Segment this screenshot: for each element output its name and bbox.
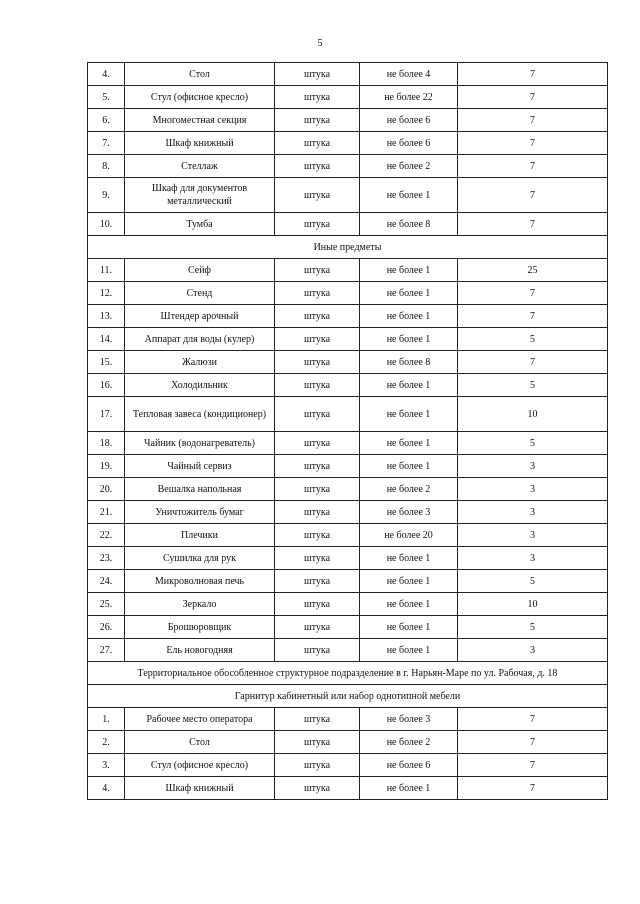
item-name: Многоместная секция bbox=[125, 109, 275, 132]
item-quantity: не более 3 bbox=[360, 708, 458, 731]
section-title: Территориальное обособленное структурное подразделение в г. Нарьян-Маре по ул. Рабочая, д. 18 bbox=[88, 662, 608, 685]
item-service-life: 7 bbox=[458, 708, 608, 731]
section-header-row bbox=[88, 236, 608, 259]
item-service-life: 7 bbox=[458, 351, 608, 374]
item-service-life: 7 bbox=[458, 86, 608, 109]
item-service-life: 5 bbox=[458, 432, 608, 455]
item-number: 1. bbox=[88, 708, 125, 731]
table-row bbox=[88, 259, 608, 282]
item-unit: штука bbox=[275, 731, 360, 754]
item-quantity: не более 1 bbox=[360, 616, 458, 639]
item-number: 24. bbox=[88, 570, 125, 593]
item-name: Сейф bbox=[125, 259, 275, 282]
item-service-life: 7 bbox=[458, 731, 608, 754]
item-unit: штука bbox=[275, 570, 360, 593]
item-number: 27. bbox=[88, 639, 125, 662]
item-quantity: не более 22 bbox=[360, 86, 458, 109]
section-header-row bbox=[88, 662, 608, 685]
item-number: 2. bbox=[88, 731, 125, 754]
item-unit: штука bbox=[275, 282, 360, 305]
item-quantity: не более 8 bbox=[360, 351, 458, 374]
table-row bbox=[88, 86, 608, 109]
item-name: Шкаф книжный bbox=[125, 132, 275, 155]
table-row bbox=[88, 777, 608, 800]
item-quantity: не более 4 bbox=[360, 63, 458, 86]
item-unit: штука bbox=[275, 213, 360, 236]
item-name: Ель новогодняя bbox=[125, 639, 275, 662]
item-quantity: не более 6 bbox=[360, 109, 458, 132]
item-number: 12. bbox=[88, 282, 125, 305]
item-unit: штука bbox=[275, 351, 360, 374]
item-service-life: 3 bbox=[458, 639, 608, 662]
item-name: Тепловая завеса (кондиционер) bbox=[125, 397, 275, 432]
table-row bbox=[88, 63, 608, 86]
item-name: Тумба bbox=[125, 213, 275, 236]
item-name: Плечики bbox=[125, 524, 275, 547]
item-name: Зеркало bbox=[125, 593, 275, 616]
item-quantity: не более 2 bbox=[360, 478, 458, 501]
item-number: 13. bbox=[88, 305, 125, 328]
item-quantity: не более 1 bbox=[360, 777, 458, 800]
item-number: 23. bbox=[88, 547, 125, 570]
item-service-life: 5 bbox=[458, 374, 608, 397]
item-number: 14. bbox=[88, 328, 125, 351]
item-name: Шкаф книжный bbox=[125, 777, 275, 800]
item-service-life: 10 bbox=[458, 397, 608, 432]
table-row bbox=[88, 708, 608, 731]
item-service-life: 10 bbox=[458, 593, 608, 616]
item-service-life: 5 bbox=[458, 570, 608, 593]
item-name: Стенд bbox=[125, 282, 275, 305]
table-row bbox=[88, 132, 608, 155]
item-unit: штука bbox=[275, 397, 360, 432]
item-name: Микроволновая печь bbox=[125, 570, 275, 593]
item-quantity: не более 1 bbox=[360, 282, 458, 305]
item-name: Аппарат для воды (кулер) bbox=[125, 328, 275, 351]
item-unit: штука bbox=[275, 501, 360, 524]
item-quantity: не более 1 bbox=[360, 259, 458, 282]
item-service-life: 7 bbox=[458, 305, 608, 328]
item-service-life: 7 bbox=[458, 155, 608, 178]
item-number: 3. bbox=[88, 754, 125, 777]
item-service-life: 7 bbox=[458, 63, 608, 86]
table-row bbox=[88, 501, 608, 524]
item-quantity: не более 1 bbox=[360, 547, 458, 570]
section-title: Гарнитур кабинетный или набор однотипной мебели bbox=[88, 685, 608, 708]
item-number: 15. bbox=[88, 351, 125, 374]
item-unit: штука bbox=[275, 155, 360, 178]
table-row bbox=[88, 328, 608, 351]
item-name: Стул (офисное кресло) bbox=[125, 86, 275, 109]
item-unit: штука bbox=[275, 432, 360, 455]
item-quantity: не более 1 bbox=[360, 639, 458, 662]
item-quantity: не более 2 bbox=[360, 155, 458, 178]
item-quantity: не более 3 bbox=[360, 501, 458, 524]
table-row bbox=[88, 374, 608, 397]
item-name: Сушилка для рук bbox=[125, 547, 275, 570]
furniture-norms-table bbox=[87, 62, 608, 800]
item-name: Шкаф для документов металлический bbox=[125, 178, 275, 213]
table-row bbox=[88, 305, 608, 328]
item-quantity: не более 1 bbox=[360, 593, 458, 616]
item-quantity: не более 1 bbox=[360, 432, 458, 455]
item-name: Стол bbox=[125, 63, 275, 86]
page-number: 5 bbox=[317, 38, 323, 49]
item-name: Чайник (водонагреватель) bbox=[125, 432, 275, 455]
item-service-life: 25 bbox=[458, 259, 608, 282]
item-unit: штука bbox=[275, 455, 360, 478]
item-service-life: 3 bbox=[458, 478, 608, 501]
table-row bbox=[88, 593, 608, 616]
item-unit: штука bbox=[275, 593, 360, 616]
table-row bbox=[88, 109, 608, 132]
item-number: 25. bbox=[88, 593, 125, 616]
item-number: 21. bbox=[88, 501, 125, 524]
item-number: 11. bbox=[88, 259, 125, 282]
item-number: 7. bbox=[88, 132, 125, 155]
item-quantity: не более 1 bbox=[360, 455, 458, 478]
item-service-life: 7 bbox=[458, 213, 608, 236]
table-row bbox=[88, 754, 608, 777]
item-unit: штука bbox=[275, 639, 360, 662]
item-quantity: не более 1 bbox=[360, 178, 458, 213]
item-number: 22. bbox=[88, 524, 125, 547]
item-name: Холодильник bbox=[125, 374, 275, 397]
item-number: 16. bbox=[88, 374, 125, 397]
item-unit: штука bbox=[275, 305, 360, 328]
item-quantity: не более 1 bbox=[360, 328, 458, 351]
table-row bbox=[88, 731, 608, 754]
item-service-life: 7 bbox=[458, 109, 608, 132]
item-unit: штука bbox=[275, 86, 360, 109]
table-row bbox=[88, 570, 608, 593]
item-number: 10. bbox=[88, 213, 125, 236]
item-service-life: 7 bbox=[458, 282, 608, 305]
table-row bbox=[88, 155, 608, 178]
item-number: 4. bbox=[88, 63, 125, 86]
item-unit: штука bbox=[275, 547, 360, 570]
item-number: 19. bbox=[88, 455, 125, 478]
item-number: 8. bbox=[88, 155, 125, 178]
item-unit: штука bbox=[275, 524, 360, 547]
item-unit: штука bbox=[275, 132, 360, 155]
item-name: Рабочее место оператора bbox=[125, 708, 275, 731]
item-unit: штука bbox=[275, 708, 360, 731]
item-number: 26. bbox=[88, 616, 125, 639]
table-row bbox=[88, 397, 608, 432]
table-row bbox=[88, 547, 608, 570]
item-quantity: не более 1 bbox=[360, 305, 458, 328]
item-service-life: 7 bbox=[458, 754, 608, 777]
item-quantity: не более 1 bbox=[360, 397, 458, 432]
item-quantity: не более 1 bbox=[360, 374, 458, 397]
item-unit: штука bbox=[275, 178, 360, 213]
item-name: Стол bbox=[125, 731, 275, 754]
table-body bbox=[88, 63, 608, 800]
item-unit: штука bbox=[275, 374, 360, 397]
item-name: Чайный сервиз bbox=[125, 455, 275, 478]
item-name: Стеллаж bbox=[125, 155, 275, 178]
item-unit: штука bbox=[275, 754, 360, 777]
item-number: 9. bbox=[88, 178, 125, 213]
item-quantity: не более 20 bbox=[360, 524, 458, 547]
item-quantity: не более 6 bbox=[360, 754, 458, 777]
item-number: 18. bbox=[88, 432, 125, 455]
item-service-life: 3 bbox=[458, 547, 608, 570]
item-unit: штука bbox=[275, 63, 360, 86]
item-service-life: 5 bbox=[458, 616, 608, 639]
item-name: Вешалка напольная bbox=[125, 478, 275, 501]
table-row bbox=[88, 432, 608, 455]
table-row bbox=[88, 282, 608, 305]
item-service-life: 3 bbox=[458, 455, 608, 478]
item-quantity: не более 2 bbox=[360, 731, 458, 754]
item-service-life: 7 bbox=[458, 777, 608, 800]
item-service-life: 3 bbox=[458, 524, 608, 547]
section-title: Иные предметы bbox=[88, 236, 608, 259]
table-row bbox=[88, 455, 608, 478]
item-unit: штука bbox=[275, 478, 360, 501]
item-unit: штука bbox=[275, 616, 360, 639]
item-name: Брошюровщик bbox=[125, 616, 275, 639]
table-row bbox=[88, 178, 608, 213]
table-row bbox=[88, 639, 608, 662]
item-quantity: не более 1 bbox=[360, 570, 458, 593]
item-number: 5. bbox=[88, 86, 125, 109]
item-quantity: не более 6 bbox=[360, 132, 458, 155]
item-quantity: не более 8 bbox=[360, 213, 458, 236]
item-service-life: 7 bbox=[458, 178, 608, 213]
item-service-life: 3 bbox=[458, 501, 608, 524]
item-name: Штендер арочный bbox=[125, 305, 275, 328]
item-unit: штука bbox=[275, 259, 360, 282]
table-row bbox=[88, 616, 608, 639]
item-number: 20. bbox=[88, 478, 125, 501]
item-name: Жалюзи bbox=[125, 351, 275, 374]
item-name: Уничтожитель бумаг bbox=[125, 501, 275, 524]
item-unit: штука bbox=[275, 109, 360, 132]
section-header-row bbox=[88, 685, 608, 708]
item-name: Стул (офисное кресло) bbox=[125, 754, 275, 777]
table-row bbox=[88, 213, 608, 236]
item-number: 6. bbox=[88, 109, 125, 132]
item-unit: штука bbox=[275, 328, 360, 351]
table-row bbox=[88, 351, 608, 374]
item-service-life: 5 bbox=[458, 328, 608, 351]
item-number: 4. bbox=[88, 777, 125, 800]
item-service-life: 7 bbox=[458, 132, 608, 155]
item-number: 17. bbox=[88, 397, 125, 432]
table-row bbox=[88, 478, 608, 501]
item-unit: штука bbox=[275, 777, 360, 800]
table-row bbox=[88, 524, 608, 547]
